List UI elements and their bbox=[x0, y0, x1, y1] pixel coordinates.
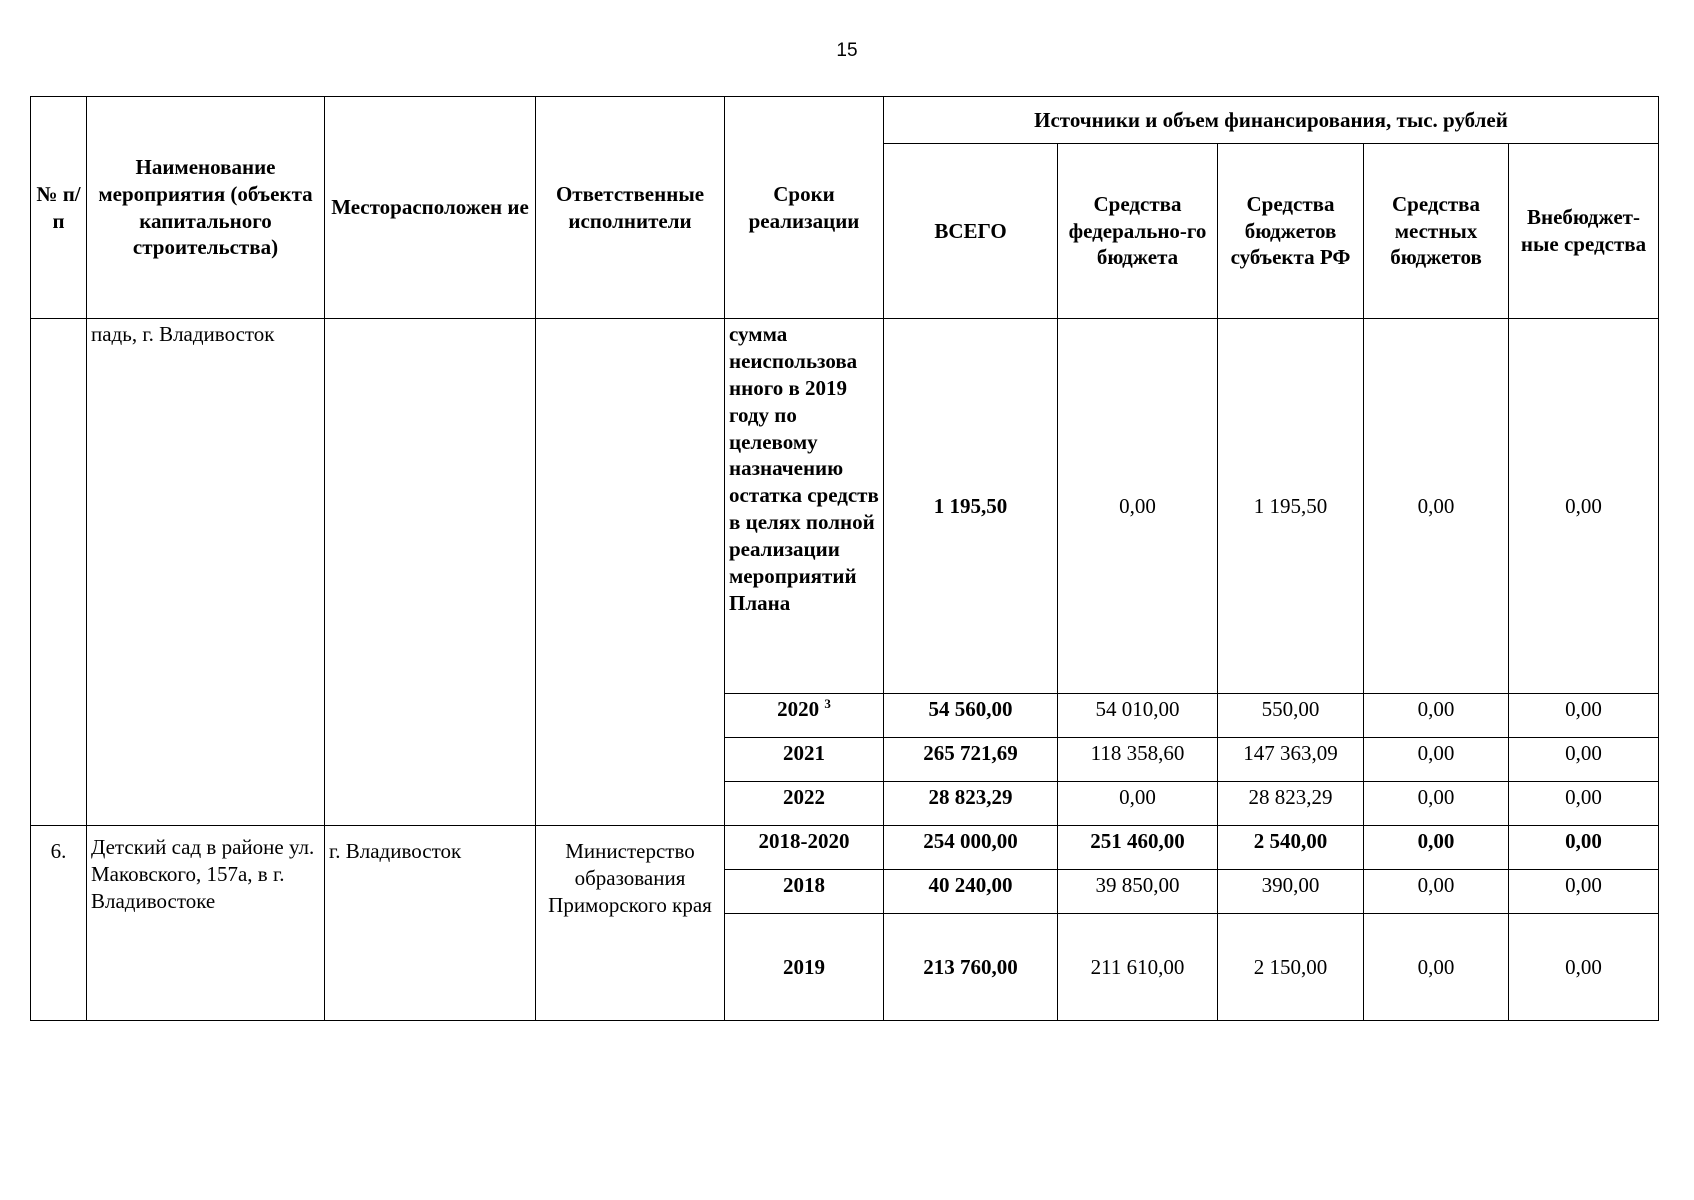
header-responsible: Ответственные исполнители bbox=[536, 97, 725, 319]
header-total: ВСЕГО bbox=[884, 144, 1058, 319]
header-local: Средства местных бюджетов bbox=[1364, 144, 1509, 319]
row-term: 2022 bbox=[725, 782, 884, 826]
cell-federal: 39 850,00 bbox=[1058, 870, 1218, 914]
cell-local: 0,00 bbox=[1364, 738, 1509, 782]
header-extra: Внебюджет-ные средства bbox=[1509, 144, 1659, 319]
cell-subject: 2 150,00 bbox=[1218, 914, 1364, 1021]
row-num: 6. bbox=[31, 826, 87, 1021]
row-name: Детский сад в районе ул. Маковского, 157а, в г. Владивостоке bbox=[87, 826, 325, 1021]
cell-total: 265 721,69 bbox=[884, 738, 1058, 782]
header-num: № п/п bbox=[31, 97, 87, 319]
cell-extra: 0,00 bbox=[1509, 319, 1659, 694]
financing-table bbox=[30, 96, 1659, 1021]
row-term: 2019 bbox=[725, 914, 884, 1021]
header-federal: Средства федерально-го бюджета bbox=[1058, 144, 1218, 319]
cell-subject: 147 363,09 bbox=[1218, 738, 1364, 782]
row-location bbox=[325, 319, 536, 826]
cell-extra: 0,00 bbox=[1509, 694, 1659, 738]
row-term: 2018-2020 bbox=[725, 826, 884, 870]
footnote-mark: 3 bbox=[824, 696, 831, 711]
cell-local: 0,00 bbox=[1364, 914, 1509, 1021]
header-sources: Источники и объем финансирования, тыс. рублей bbox=[884, 97, 1659, 144]
row-term bbox=[725, 694, 884, 738]
cell-federal: 0,00 bbox=[1058, 782, 1218, 826]
cell-total: 54 560,00 bbox=[884, 694, 1058, 738]
cell-local: 0,00 bbox=[1364, 782, 1509, 826]
header-subject: Средства бюджетов субъекта РФ bbox=[1218, 144, 1364, 319]
page-number: 15 bbox=[836, 40, 858, 61]
cell-total: 213 760,00 bbox=[884, 914, 1058, 1021]
row-term: сумма неиспользова нного в 2019 году по целевому назначению остатка средств в целях полной реализации мероприятий Плана bbox=[725, 319, 884, 694]
cell-subject: 1 195,50 bbox=[1218, 319, 1364, 694]
cell-subject: 2 540,00 bbox=[1218, 826, 1364, 870]
cell-extra: 0,00 bbox=[1509, 782, 1659, 826]
header-terms: Сроки реализации bbox=[725, 97, 884, 319]
cell-federal: 251 460,00 bbox=[1058, 826, 1218, 870]
cell-local: 0,00 bbox=[1364, 319, 1509, 694]
cell-federal: 54 010,00 bbox=[1058, 694, 1218, 738]
row-term: 2021 bbox=[725, 738, 884, 782]
cell-local: 0,00 bbox=[1364, 870, 1509, 914]
cell-subject: 28 823,29 bbox=[1218, 782, 1364, 826]
cell-federal: 211 610,00 bbox=[1058, 914, 1218, 1021]
term-year: 2020 bbox=[777, 697, 820, 721]
cell-extra: 0,00 bbox=[1509, 870, 1659, 914]
row-num bbox=[31, 319, 87, 826]
header-name: Наименование мероприятия (объекта капитального строительства) bbox=[87, 97, 325, 319]
cell-total: 1 195,50 bbox=[884, 319, 1058, 694]
cell-extra: 0,00 bbox=[1509, 826, 1659, 870]
row-responsible: Министерство образования Приморского края bbox=[536, 826, 725, 1021]
cell-total: 28 823,29 bbox=[884, 782, 1058, 826]
row-location: г. Владивосток bbox=[325, 826, 536, 1021]
cell-subject: 550,00 bbox=[1218, 694, 1364, 738]
header-row bbox=[31, 97, 1659, 144]
table-row bbox=[31, 826, 1659, 870]
cell-subject: 390,00 bbox=[1218, 870, 1364, 914]
cell-local: 0,00 bbox=[1364, 694, 1509, 738]
cell-extra: 0,00 bbox=[1509, 914, 1659, 1021]
cell-federal: 0,00 bbox=[1058, 319, 1218, 694]
row-name: падь, г. Владивосток bbox=[87, 319, 325, 826]
cell-local: 0,00 bbox=[1364, 826, 1509, 870]
cell-federal: 118 358,60 bbox=[1058, 738, 1218, 782]
table-row bbox=[31, 319, 1659, 694]
row-term: 2018 bbox=[725, 870, 884, 914]
row-responsible bbox=[536, 319, 725, 826]
cell-total: 254 000,00 bbox=[884, 826, 1058, 870]
header-location: Месторасположен ие bbox=[325, 97, 536, 319]
cell-total: 40 240,00 bbox=[884, 870, 1058, 914]
cell-extra: 0,00 bbox=[1509, 738, 1659, 782]
